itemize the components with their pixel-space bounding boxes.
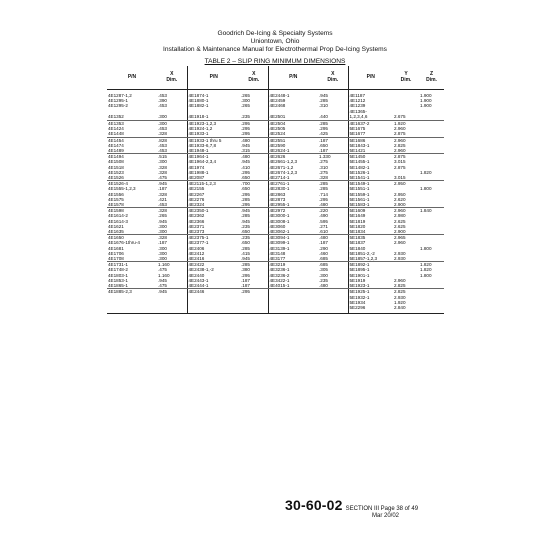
x-dim-cell: .235 .650 .285 .415 .945 (240, 235, 268, 262)
table-row (107, 154, 444, 181)
x-dim-cell (318, 289, 348, 314)
y-dim-cell: 2.960 2.980 2.625 2.625 2.900 (393, 208, 419, 235)
x-dim-cell: .285 .285 .714 .295 .480 (318, 181, 348, 208)
part-number-cell: 5E1686 5E1843-1 5E1421 (348, 137, 393, 154)
part-number-cell: 4E1526-4 4E1555-1,2,3 4E1556 4E1575 4E1578 (107, 181, 157, 208)
part-number-cell: 4E2115-1,2,3 4E2155 4E2267 4E2276 4E2324 (187, 181, 240, 208)
section-page: SECTION III Page 38 of 49 (345, 506, 419, 512)
part-number-cell: 4E1187 4E1212 4E1239 4E1365- 1,2,3,4,6 (348, 90, 393, 121)
part-number-cell: 4E2761-1 4E2830-1 4E2863 4E2873 4E2955-1 (268, 181, 318, 208)
document-header (0, 30, 550, 54)
z-dim-cell: 1.800 (419, 235, 444, 262)
part-number-cell: 4E2551 4E2590 4E2624-1 (268, 137, 318, 154)
table-row (107, 137, 444, 154)
slip-ring-table (107, 66, 444, 314)
part-number-cell: 5E1549-1 5E1551-1 5E1559-1 5E1561-1 5E1583-1 (348, 181, 393, 208)
company-location: Uniontown, Ohio (250, 38, 300, 45)
z-dim-cell (419, 289, 444, 314)
y-dim-cell: 2.950 2.950 2.620 2.900 (393, 181, 419, 208)
z-dim-cell: 1.820 (419, 154, 444, 181)
part-number-cell: 5E1609 5E1649 5E1819 5E1820 5E1834 (348, 208, 393, 235)
y-dim-cell: 2.965 2.960 2.930 2.930 (393, 235, 419, 262)
x-dim-cell: .328 .265 .945 .300 .300 (157, 208, 187, 235)
part-number-cell: 4E1598 4E1614-2 4E1614-3 4E1621 4E1635 (107, 208, 157, 235)
x-dim-cell: .828 .453 .453 (157, 137, 187, 154)
page-footer (285, 497, 419, 519)
x-dim-cell: 1.330 .275 .310 .275 .328 (318, 154, 348, 181)
y-dim-cell: 2.960 2.825 2.960 (393, 137, 419, 154)
x-dim-cell: .945 .285 .310 .440 (318, 90, 348, 121)
x-dim-cell: .945 .187 .328 .421 .453 (157, 181, 187, 208)
part-number-cell: 4E2375-1 4E2377-1 4E2406 4E2412 4E2416 (187, 235, 240, 262)
part-number-cell: 4E2448-1 4E2459 4E2468 4E2501 (268, 90, 318, 121)
x-dim-cell: .295 (240, 289, 268, 314)
x-dim-cell: .285 .295 .425 (318, 121, 348, 138)
z-dim-cell: 1.900 1.900 1.900 (419, 90, 444, 121)
part-number-cell: 4E3094-1 4E3099-1 4E3139-1 4E3148 4E3177 (268, 235, 318, 262)
y-dim-cell: 2.675 (393, 90, 419, 121)
manual-title: Installation & Maintenance Manual for Electrothermal Prop De-Icing Systems (163, 46, 387, 53)
col-header-y-dim: Y Dim. (393, 66, 419, 90)
table-title: TABLE 2 – SLIP RING MINIMUM DIMENSIONS (204, 58, 346, 65)
table-row (107, 235, 444, 262)
y-dim-cell: 2.875 3.015 2.875 3.015 (393, 154, 419, 181)
part-number-cell: 4E1731-1 4E1748-2 4E1803-1 4E1853-1 4E1865-1 (107, 262, 157, 289)
table-row (107, 121, 444, 138)
col-header-pn: P/N (187, 66, 240, 90)
part-number-cell: 4E3219 4E3236-1 4E3236-2 4E3422-1 4E4015-1 (268, 262, 318, 289)
part-number-cell: 4E1933-1 thru 5 4E1933-6,7,8 4E1948-1 (187, 137, 240, 154)
x-dim-cell: .700 .650 .295 .285 .295 (240, 181, 268, 208)
table-row (107, 90, 444, 121)
part-number-cell: 4E2350-1 4E2362 4E2366 4E2371 4E2373 (187, 208, 240, 235)
company-name: Goodrich De-Icing & Specialty Systems (217, 30, 333, 37)
z-dim-cell: 1.820 1.820 1.800 (419, 262, 444, 289)
part-number-cell: 5E1835 5E1837 5E1840 5E1851-2,-2 5E1857-1,2,3 (348, 235, 393, 262)
z-dim-cell (419, 137, 444, 154)
x-dim-cell: .187 .650 .187 (318, 137, 348, 154)
x-dim-cell: .328 .187 .300 .300 .300 (157, 235, 187, 262)
part-number-cell: 4E1964-1 4E1964-2,3,4 4E1974 4E1988-1 4E2087 (187, 154, 240, 181)
table-row (107, 181, 444, 208)
part-number-cell: 4E1353 4E1424 4E1448 (107, 121, 157, 138)
x-dim-cell: .265 .300 .265 .235 (240, 90, 268, 121)
part-number-cell: 4E1650 4E1676-1thru-4 4E1681 4E1706 4E1708 (107, 235, 157, 262)
x-dim-cell: .295 .295 .295 (240, 121, 268, 138)
z-dim-cell: 1.800 (419, 181, 444, 208)
x-dim-cell: .685 .305 .300 .235 .480 (318, 262, 348, 289)
part-number-cell: 5E1925-1 5E1932-1 5E1934 5E2296 (348, 289, 393, 314)
part-number-cell: 4E2446 (187, 289, 240, 314)
part-number-cell: 4E2422 4E2438-1,-2 4E2440 4E2443-1 4E2444-1 (187, 262, 240, 289)
x-dim-cell: .515 .300 .328 .328 .475 (157, 154, 187, 181)
col-header-z-dim: Z Dim. (419, 66, 444, 90)
part-number-cell: 5E1450 5E1455-1 5E1482-1 5E1526-1 5E1541-1 (348, 154, 393, 181)
part-number-cell: 4E1637-2 5E1675 5E1677 (348, 121, 393, 138)
revision-date: Mar 20/02 (372, 513, 400, 519)
x-dim-cell: .945 (157, 289, 187, 314)
x-dim-cell: .300 .453 .328 (157, 121, 187, 138)
x-dim-cell: 1.160 .475 1.160 .945 .475 (157, 262, 187, 289)
y-dim-cell: 2.825 2.930 1.920 2.840 (393, 289, 419, 314)
col-header-x-dim: X Dim. (318, 66, 348, 90)
col-header-pn: P/N (107, 66, 157, 90)
col-header-x-dim: X Dim. (240, 66, 268, 90)
col-header-x-dim: X Dim. (157, 66, 187, 90)
col-header-pn: P/N (268, 66, 318, 90)
table-row (107, 262, 444, 289)
z-dim-cell: 1.840 (419, 208, 444, 235)
table-row (107, 208, 444, 235)
x-dim-cell: .480 .187 .290 .460 .685 (318, 235, 348, 262)
part-number-cell: 4E2972 4E3000-1 4E3008-1 4E3060 4E3062-1 (268, 208, 318, 235)
z-dim-cell (419, 121, 444, 138)
part-number-cell: 4E1874-1 4E1880-1 4E1882-1 4E1918-1 (187, 90, 240, 121)
x-dim-cell: .285 .380 .295 .187 .187 (240, 262, 268, 289)
y-dim-cell: 2.960 2.825 (393, 262, 419, 289)
x-dim-cell: .220 .490 .595 .271 .610 (318, 208, 348, 235)
table-row (107, 289, 444, 314)
part-number-cell: 4E2626 4E2661-1,2,3 4E2671-1,2 4E2674-1,2,3 4E2714-1 (268, 154, 318, 181)
part-number-cell: 4E1885-2,3 (107, 289, 157, 314)
part-number-cell: 4E1454 4E1474 4E1489 (107, 137, 157, 154)
col-header-pn: P/N (348, 66, 393, 90)
table-header-row (107, 66, 444, 90)
part-number-cell: 4E1923-1,2,3 4E1924-1,2 4E1933-1 (187, 121, 240, 138)
part-number-cell: 4E1494 4E1508 4E1518 4E1523 4E1526 (107, 154, 157, 181)
part-number-cell: 4E1287-1,2 4E1295-1 4E1295-2 4E1352 (107, 90, 157, 121)
y-dim-cell: 1.920 2.960 2.875 (393, 121, 419, 138)
part-number-cell: 5E1892-1 5E1895-1 5E1901-1 5E1919 5E1923-1 (348, 262, 393, 289)
x-dim-cell: .945 .285 .945 .235 .650 (240, 208, 268, 235)
x-dim-cell: .480 .945 .315 (240, 137, 268, 154)
x-dim-cell: .480 .945 .410 .295 .650 (240, 154, 268, 181)
x-dim-cell: .453 .390 .453 .300 (157, 90, 187, 121)
section-code: 30-60-02 (285, 497, 343, 513)
part-number-cell: 4E2504 4E2505 4E2524 (268, 121, 318, 138)
part-number-cell (268, 289, 318, 314)
